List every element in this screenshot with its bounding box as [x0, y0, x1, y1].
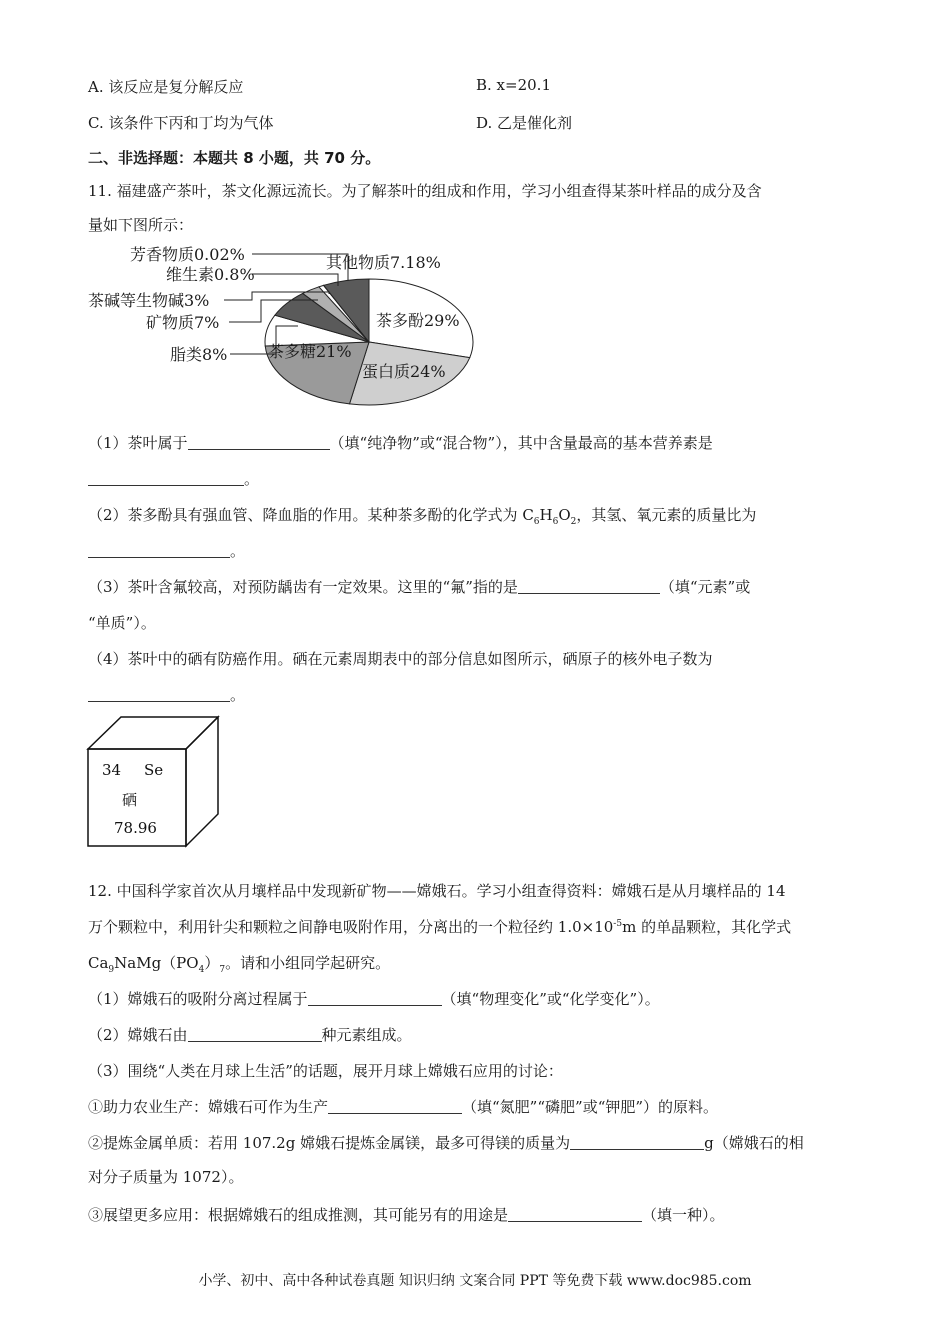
atomic-mass: 78.96	[114, 819, 157, 837]
q12-sub3: ③展望更多应用：根据嫦娥石的组成推测，其可能另有的用途是 （填一种）。	[88, 1206, 725, 1224]
option-b: B. x=20.1	[476, 76, 551, 94]
label-aromatic: 芳香物质0.02%	[130, 245, 245, 264]
q11-part2-cont: 。	[88, 540, 245, 561]
selenium-element-card	[86, 712, 226, 852]
option-c: C. 该条件下丙和丁均为气体	[88, 114, 274, 132]
q11-intro-cont: 量如下图所示：	[88, 216, 194, 234]
answer-blank[interactable]	[308, 990, 442, 1006]
q12-intro: 12. 中国科学家首次从月壤样品中发现新矿物——嫦娥石。学习小组查得资料：嫦娥石是从月壤样品的 14	[88, 882, 786, 900]
label-other: 其他物质7.18%	[326, 253, 441, 272]
q12-sub2: ②提炼金属单质：若用 107.2g 嫦娥石提炼金属镁，最多可得镁的质量为 g（嫦娥石的相	[88, 1134, 804, 1152]
q11-intro: 11. 福建盛产茶叶，茶文化源远流长。为了解茶叶的组成和作用，学习小组查得某茶叶样品的成分及含	[88, 182, 762, 200]
option-a: A. 该反应是复分解反应	[88, 78, 244, 96]
element-symbol: Se	[144, 761, 164, 779]
answer-blank[interactable]	[508, 1206, 642, 1222]
q12-sub1: ①助力农业生产：嫦娥石可作为生产 （填“氮肥”“磷肥”或“钾肥”）的原料。	[88, 1098, 719, 1116]
answer-blank[interactable]	[570, 1134, 704, 1150]
section-heading: 二、非选择题：本题共 8 小题，共 70 分。	[88, 149, 381, 167]
q11-part4: （4）茶叶中的硒有防癌作用。硒在元素周期表中的部分信息如图所示，硒原子的核外电子数为	[88, 650, 713, 668]
q11-part3: （3）茶叶含氟较高，对预防龋齿有一定效果。这里的“氟”指的是 （填“元素”或	[88, 578, 751, 596]
q11-part3-cont: “单质”）。	[88, 614, 156, 632]
label-vitamin: 维生素0.8%	[166, 265, 255, 284]
q12-part3: （3）围绕“人类在月球上生活”的话题，展开月球上嫦娥石应用的讨论：	[88, 1062, 563, 1080]
label-polyphenol: 茶多酚29%	[376, 311, 460, 330]
answer-blank[interactable]	[88, 470, 244, 486]
label-polysaccharide: 茶多糖21%	[268, 342, 352, 361]
label-alkaloid: 茶碱等生物碱3%	[88, 291, 210, 310]
q12-part2: （2）嫦娥石由 种元素组成。	[88, 1026, 412, 1044]
answer-blank[interactable]	[88, 542, 230, 558]
element-name: 硒	[122, 791, 138, 809]
leader-line	[252, 274, 338, 286]
q12-sub2-cont: 对分子质量为 1072）。	[88, 1168, 244, 1186]
label-mineral: 矿物质7%	[146, 313, 220, 332]
tea-composition-pie-chart	[86, 236, 506, 414]
answer-blank[interactable]	[188, 434, 330, 450]
q11-part2: （2）茶多酚具有强血管、降血脂的作用。某种茶多酚的化学式为 $C_6H_6O_2$，其氢、氧元素的质量比为	[88, 506, 757, 527]
q12-part1: （1）嫦娥石的吸附分离过程属于 （填“物理变化”或“化学变化”）。	[88, 990, 660, 1008]
q11-part4-cont: 。	[88, 684, 245, 705]
q12-intro-cont: 万个颗粒中，利用针尖和颗粒之间静电吸附作用，分离出的一个粒径约 $1.0\times 10^{-5}m$ 的单晶颗粒，其化学式	[88, 918, 792, 936]
answer-blank[interactable]	[518, 578, 660, 594]
answer-blank[interactable]	[88, 686, 230, 702]
answer-blank[interactable]	[188, 1026, 322, 1042]
q11-part1-cont: 。	[88, 468, 259, 489]
q11-part1: （1）茶叶属于 （填“纯净物”或“混合物”），其中含量最高的基本营养素是	[88, 434, 713, 452]
q12-formula: $Ca_9NaMg(PO_4)_7$。请和小组同学起研究。	[88, 954, 391, 975]
option-d: D. 乙是催化剂	[476, 114, 573, 132]
label-protein: 蛋白质24%	[362, 362, 446, 381]
footer-text: 小学、初中、高中各种试卷真题 知识归纳 文案合同 PPT 等免费下载 www.doc985.com	[198, 1273, 752, 1289]
atomic-number: 34	[102, 761, 122, 779]
label-lipid: 脂类8%	[170, 345, 228, 364]
answer-blank[interactable]	[328, 1098, 462, 1114]
